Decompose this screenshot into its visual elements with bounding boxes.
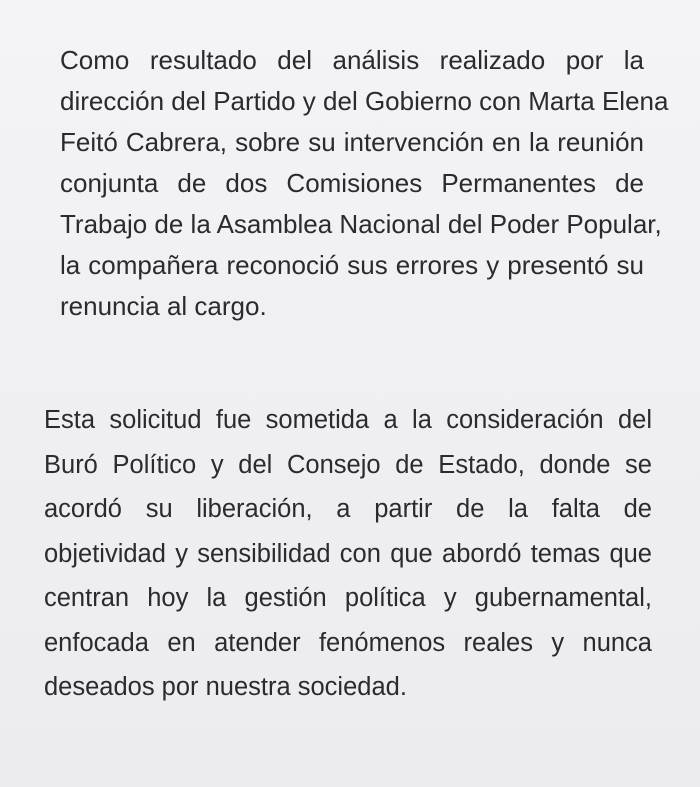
text-line: Esta solicitud fue sometida a la consideración del	[44, 406, 652, 434]
text-line: renuncia al cargo.	[60, 291, 267, 321]
text-line: Feitó Cabrera, sobre su intervención en la reunión	[60, 127, 644, 157]
text-line: Buró Político y del Consejo de Estado, donde se	[44, 450, 652, 479]
text-line: conjunta de dos Comisiones Permanentes de	[60, 168, 644, 198]
paragraph-decision	[44, 398, 652, 710]
text-line: Como resultado del análisis realizado por la	[60, 45, 644, 75]
text-line: deseados por nuestra sociedad.	[44, 673, 407, 701]
text-line: enfocada en atender fenómenos reales y nunca	[44, 628, 652, 657]
text-line: Trabajo de la Asamblea Nacional del Poder Popular,	[60, 209, 662, 239]
text-line: acordó su liberación, a partir de la falta de	[44, 495, 652, 523]
text-line: dirección del Partido y del Gobierno con Marta Elena	[60, 86, 669, 116]
text-line: centran hoy la gestión política y gubernamental,	[44, 584, 652, 612]
text-line: objetividad y sensibilidad con que abordó temas que	[44, 539, 652, 568]
paragraph-resignation	[60, 40, 669, 327]
text-line: la compañera reconoció sus errores y presentó su	[60, 250, 644, 280]
